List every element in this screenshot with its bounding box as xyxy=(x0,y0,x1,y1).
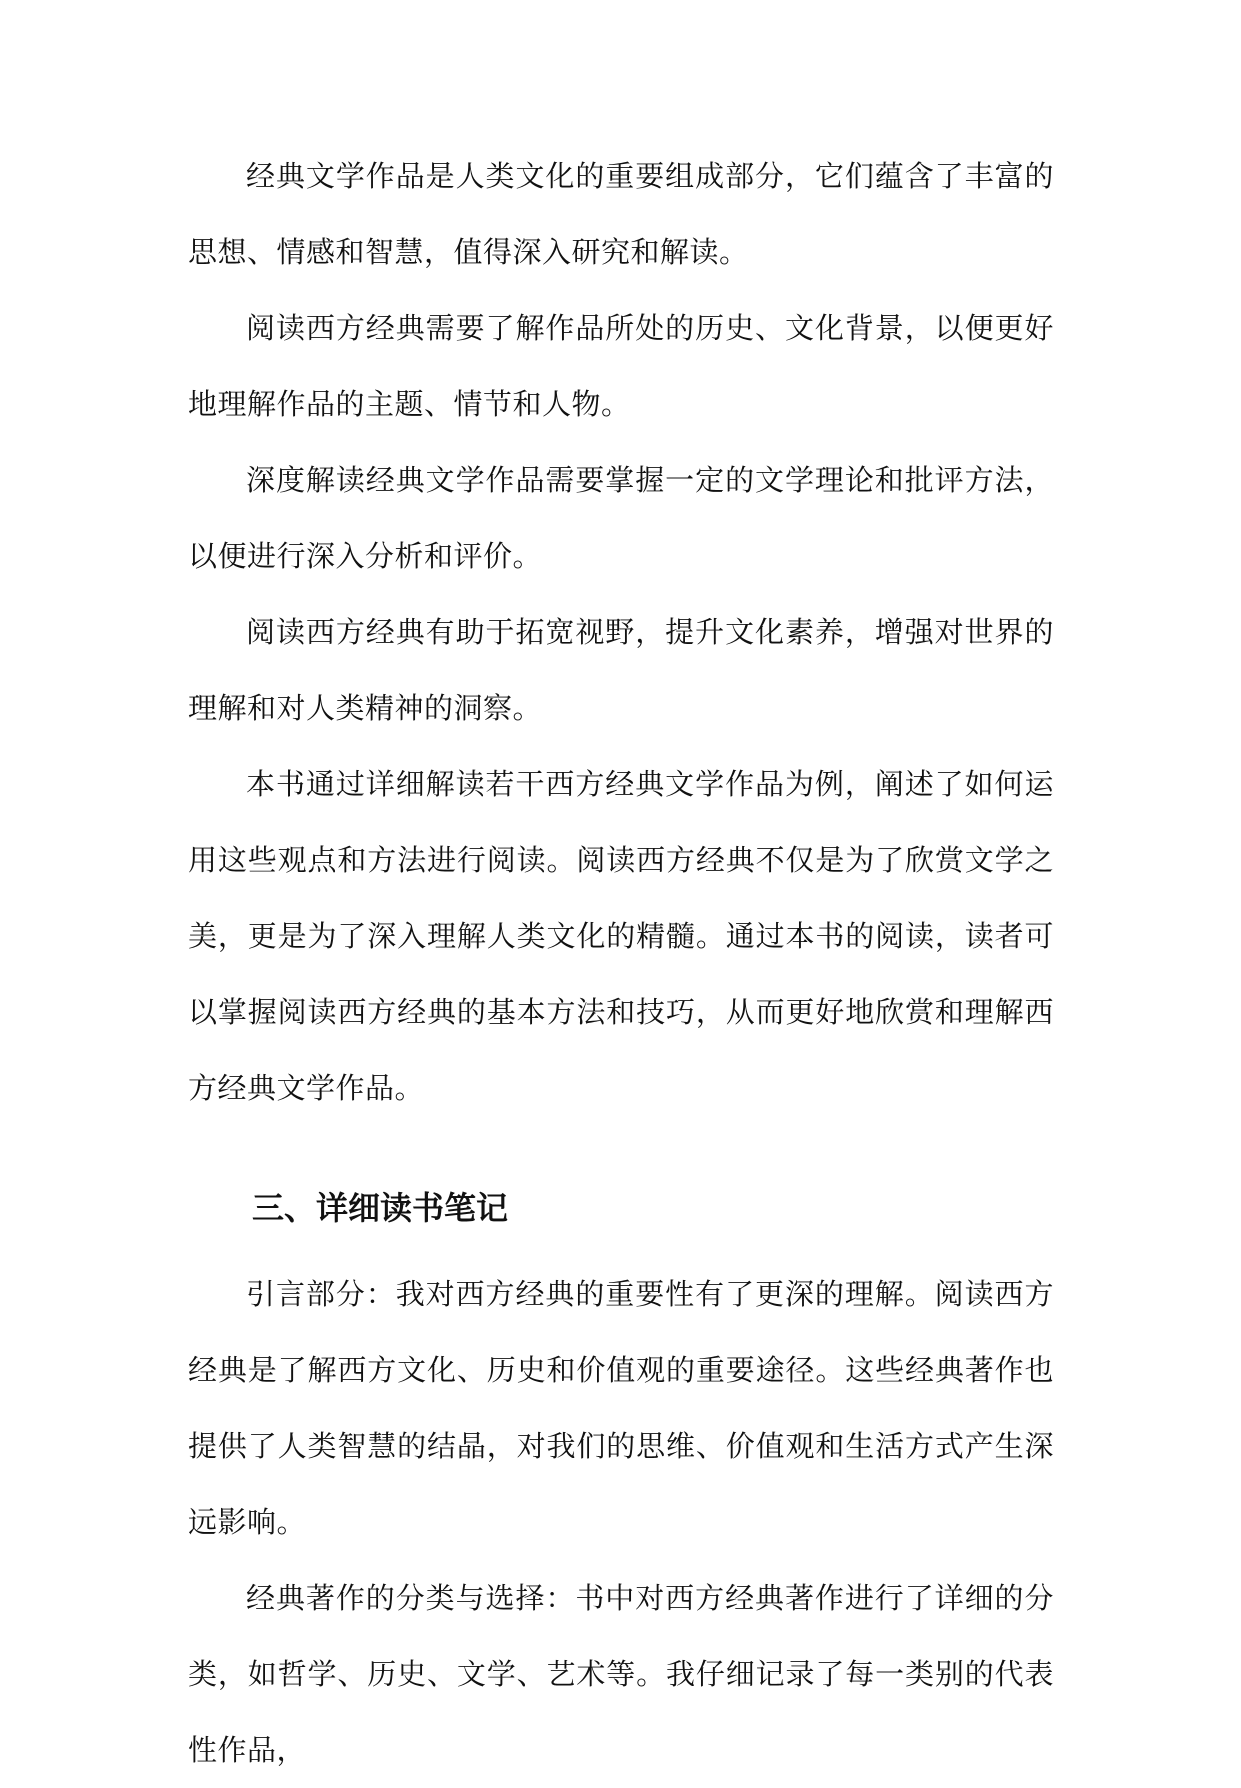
paragraph: 深度解读经典文学作品需要掌握一定的文学理论和批评方法，以便进行深入分析和评价。 xyxy=(188,463,1054,573)
paragraph: 引言部分：我对西方经典的重要性有了更深的理解。阅读西方经典是了解西方文化、历史和价值观的重要途径。这些经典著作也提供了人类智慧的结晶，对我们的思维、价值观和生活方式产生深远影响。 xyxy=(188,1277,1054,1539)
paragraph: 本书通过详细解读若干西方经典文学作品为例，阐述了如何运用这些观点和方法进行阅读。阅读西方经典不仅是为了欣赏文学之美，更是为了深入理解人类文化的精髓。通过本书的阅读，读者可以掌握阅读西方经典的基本方法和技巧，从而更好地欣赏和理解西方经典文学作品。 xyxy=(188,767,1054,1105)
paragraph: 经典文学作品是人类文化的重要组成部分，它们蕴含了丰富的思想、情感和智慧，值得深入研究和解读。 xyxy=(188,159,1054,269)
paragraph: 阅读西方经典需要了解作品所处的历史、文化背景，以便更好地理解作品的主题、情节和人物。 xyxy=(188,311,1054,421)
section-heading: 三、详细读书笔记 xyxy=(252,1189,509,1227)
document-body xyxy=(188,138,1054,1788)
paragraph: 阅读西方经典有助于拓宽视野，提升文化素养，增强对世界的理解和对人类精神的洞察。 xyxy=(188,615,1054,725)
paragraph: 经典著作的分类与选择：书中对西方经典著作进行了详细的分类，如哲学、历史、文学、艺术等。我仔细记录了每一类别的代表性作品， xyxy=(188,1581,1054,1767)
